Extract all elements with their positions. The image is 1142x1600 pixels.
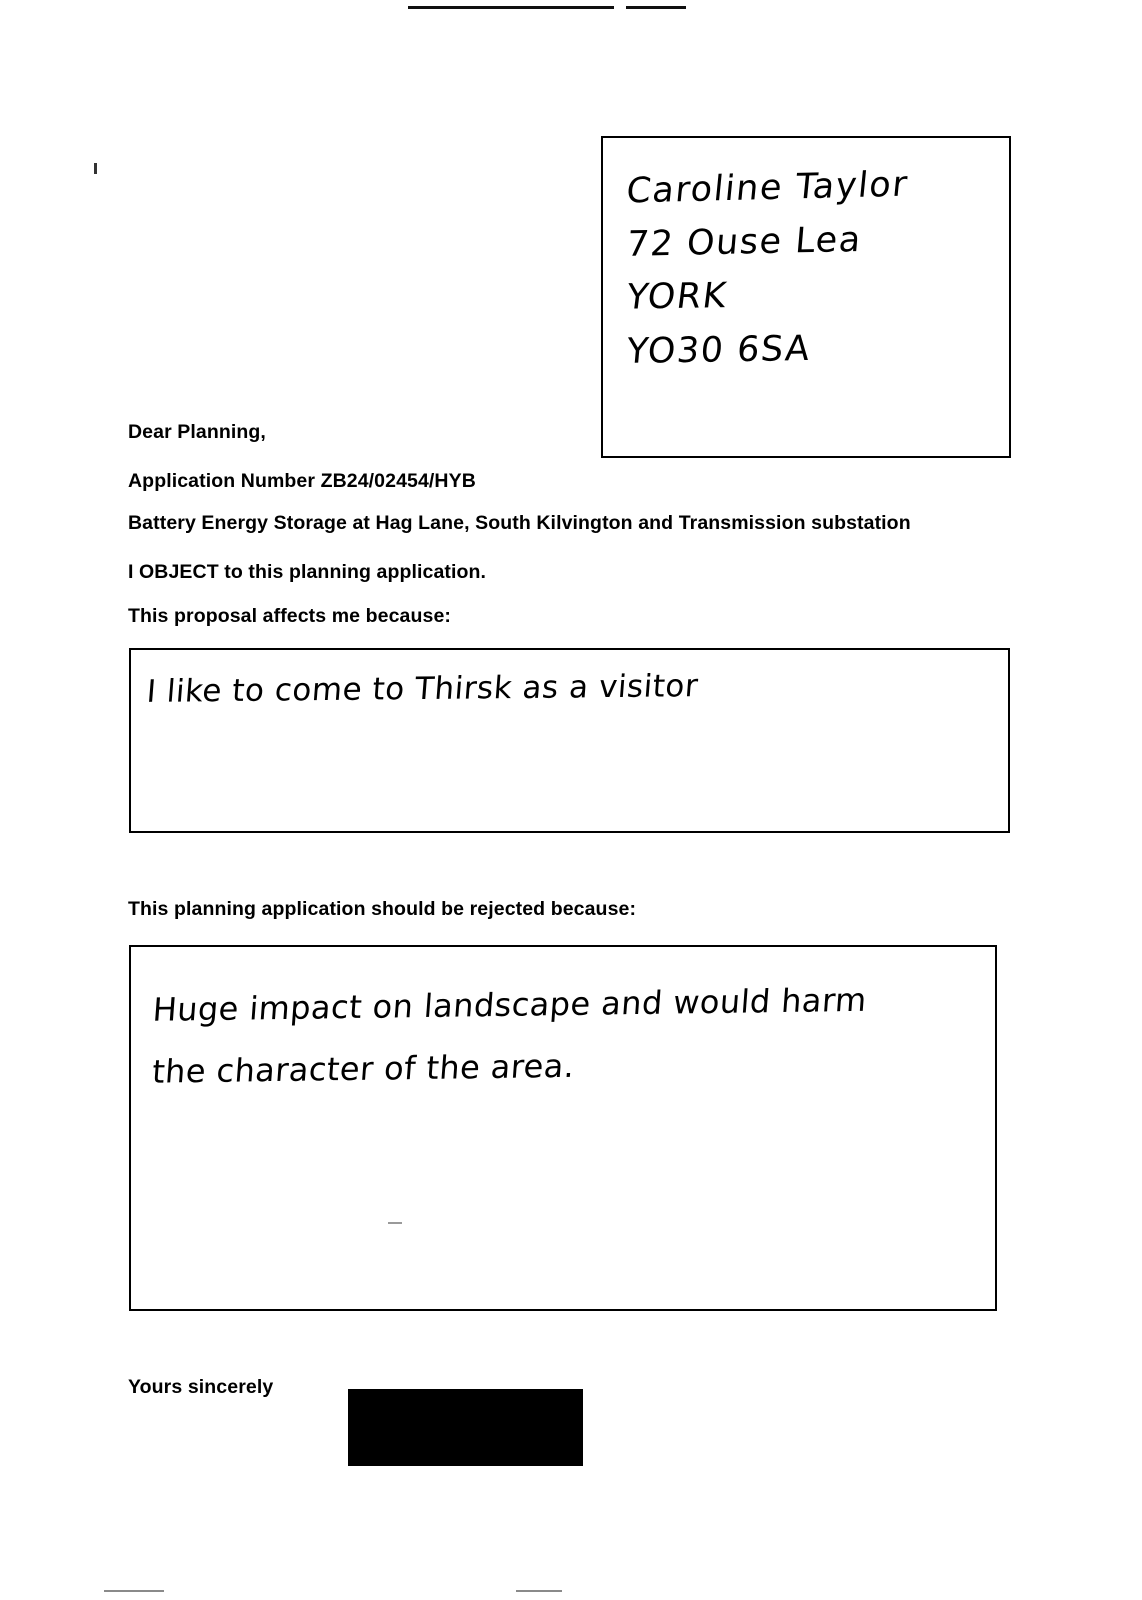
address-line-1: Caroline Taylor — [624, 164, 911, 212]
address-line-4: YO30 6SA — [624, 329, 813, 372]
scan-artifact-top-right — [626, 6, 686, 9]
prompt-affects-me: This proposal affects me because: — [128, 605, 451, 627]
objection-statement: I OBJECT to this planning application. — [128, 561, 487, 583]
salutation: Dear Planning, — [128, 421, 266, 443]
address-handwriting — [624, 160, 997, 376]
address-line-3: YORK — [624, 276, 730, 318]
scan-artifact-top-left — [408, 6, 614, 9]
answer-rejected-text — [146, 967, 986, 1103]
scan-artifact-left-margin — [94, 163, 97, 174]
application-number: Application Number ZB24/02454/HYB — [128, 470, 476, 492]
scan-artifact-speck — [388, 1222, 402, 1224]
application-subject: Battery Energy Storage at Hag Lane, South Kilvington and Transmission substation — [128, 512, 911, 534]
address-line-2: 72 Ouse Lea — [624, 219, 864, 265]
answer-box-rejected — [129, 945, 997, 1311]
scan-artifact-bottom-left — [104, 1590, 164, 1592]
closing: Yours sincerely — [128, 1376, 274, 1398]
prompt-should-be-rejected: This planning application should be rejected because: — [128, 898, 637, 920]
address-box — [601, 136, 1011, 458]
signature-redaction-block — [348, 1389, 583, 1466]
answer-affects-text: I like to come to Thirsk as a visitor — [145, 668, 700, 710]
scan-artifact-bottom-center — [516, 1590, 562, 1592]
answer-box-affects — [129, 648, 1010, 833]
answer-rejected-line-2: the character of the area. — [150, 1046, 576, 1091]
answer-rejected-line-1: Huge impact on landscape and would harm — [151, 980, 869, 1029]
